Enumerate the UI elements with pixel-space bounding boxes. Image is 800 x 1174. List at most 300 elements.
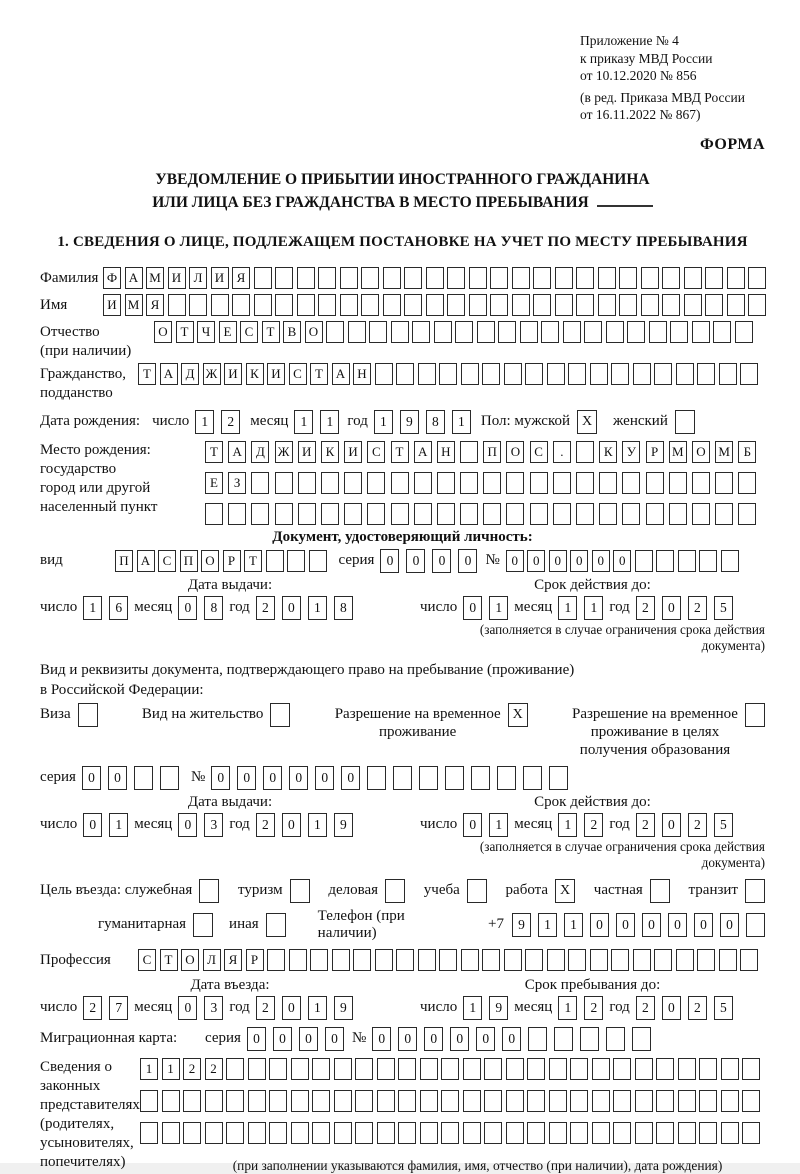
char-cell[interactable]: И — [168, 267, 186, 289]
char-cell[interactable] — [226, 1058, 244, 1080]
char-cell[interactable] — [613, 1122, 631, 1144]
char-cell[interactable] — [460, 503, 478, 525]
char-cell[interactable] — [426, 267, 444, 289]
char-cell[interactable]: 0 — [642, 913, 661, 937]
char-cell[interactable] — [611, 363, 629, 385]
char-cell[interactable] — [748, 294, 766, 316]
char-cell[interactable] — [530, 503, 548, 525]
char-cell[interactable] — [490, 267, 508, 289]
char-cell[interactable] — [692, 321, 710, 343]
char-cell[interactable] — [705, 294, 723, 316]
char-cell[interactable]: 0 — [616, 913, 635, 937]
char-cell[interactable]: 0 — [592, 550, 610, 572]
char-cell[interactable]: В — [283, 321, 301, 343]
char-cell[interactable] — [484, 1058, 502, 1080]
purpose-official-checkbox[interactable] — [199, 879, 219, 903]
char-cell[interactable]: 9 — [512, 913, 531, 937]
char-cell[interactable]: К — [246, 363, 264, 385]
char-cell[interactable] — [471, 766, 490, 790]
char-cell[interactable]: 8 — [334, 596, 353, 620]
char-cell[interactable] — [484, 1122, 502, 1144]
char-cell[interactable]: С — [158, 550, 176, 572]
char-cell[interactable]: Н — [437, 441, 455, 463]
char-cell[interactable]: М — [146, 267, 164, 289]
char-cell[interactable]: О — [181, 949, 199, 971]
char-cell[interactable]: 0 — [720, 913, 739, 937]
char-cell[interactable] — [525, 363, 543, 385]
char-cell[interactable] — [254, 294, 272, 316]
char-cell[interactable]: 2 — [688, 996, 707, 1020]
char-cell[interactable] — [269, 1090, 287, 1112]
char-cell[interactable]: И — [224, 363, 242, 385]
char-cell[interactable] — [321, 472, 339, 494]
char-cell[interactable] — [656, 1090, 674, 1112]
char-cell[interactable] — [162, 1090, 180, 1112]
char-cell[interactable] — [205, 503, 223, 525]
char-cell[interactable]: Т — [160, 949, 178, 971]
char-cell[interactable]: 2 — [83, 996, 102, 1020]
char-cell[interactable] — [312, 1090, 330, 1112]
char-cell[interactable]: У — [622, 441, 640, 463]
char-cell[interactable] — [506, 503, 524, 525]
char-cell[interactable] — [549, 766, 568, 790]
char-cell[interactable] — [504, 949, 522, 971]
char-cell[interactable] — [439, 363, 457, 385]
char-cell[interactable]: 3 — [204, 996, 223, 1020]
char-cell[interactable] — [547, 363, 565, 385]
char-cell[interactable] — [412, 321, 430, 343]
char-cell[interactable]: 0 — [282, 813, 301, 837]
char-cell[interactable] — [622, 503, 640, 525]
char-cell[interactable]: 5 — [714, 996, 733, 1020]
char-cell[interactable]: 0 — [282, 596, 301, 620]
char-cell[interactable] — [248, 1058, 266, 1080]
char-cell[interactable] — [334, 1122, 352, 1144]
char-cell[interactable]: 1 — [162, 1058, 180, 1080]
char-cell[interactable] — [398, 1058, 416, 1080]
char-cell[interactable]: О — [506, 441, 524, 463]
char-cell[interactable] — [613, 1058, 631, 1080]
char-cell[interactable] — [226, 1122, 244, 1144]
char-cell[interactable] — [738, 503, 756, 525]
char-cell[interactable] — [721, 1058, 739, 1080]
char-cell[interactable]: О — [692, 441, 710, 463]
char-cell[interactable] — [697, 949, 715, 971]
char-cell[interactable] — [715, 503, 733, 525]
char-cell[interactable] — [391, 321, 409, 343]
char-cell[interactable] — [740, 363, 758, 385]
char-cell[interactable] — [598, 294, 616, 316]
char-cell[interactable] — [684, 267, 702, 289]
purpose-other-checkbox[interactable] — [266, 913, 286, 937]
sex-female-checkbox[interactable] — [675, 410, 695, 434]
char-cell[interactable] — [375, 363, 393, 385]
char-cell[interactable] — [321, 503, 339, 525]
char-cell[interactable] — [309, 550, 327, 572]
char-cell[interactable] — [506, 1058, 524, 1080]
char-cell[interactable] — [598, 267, 616, 289]
char-cell[interactable]: 0 — [694, 913, 713, 937]
char-cell[interactable] — [570, 1090, 588, 1112]
char-cell[interactable] — [232, 294, 250, 316]
char-cell[interactable] — [297, 267, 315, 289]
char-cell[interactable] — [555, 267, 573, 289]
char-cell[interactable] — [183, 1122, 201, 1144]
char-cell[interactable]: Р — [646, 441, 664, 463]
char-cell[interactable] — [266, 550, 284, 572]
char-cell[interactable] — [646, 472, 664, 494]
char-cell[interactable]: 9 — [334, 813, 353, 837]
char-cell[interactable] — [355, 1090, 373, 1112]
char-cell[interactable] — [727, 294, 745, 316]
char-cell[interactable] — [490, 294, 508, 316]
char-cell[interactable] — [622, 472, 640, 494]
char-cell[interactable]: 0 — [463, 596, 482, 620]
char-cell[interactable] — [606, 321, 624, 343]
char-cell[interactable]: 0 — [506, 550, 524, 572]
char-cell[interactable] — [504, 363, 522, 385]
purpose-private-checkbox[interactable] — [650, 879, 670, 903]
char-cell[interactable]: 1 — [558, 813, 577, 837]
char-cell[interactable]: 0 — [315, 766, 334, 790]
char-cell[interactable] — [332, 949, 350, 971]
char-cell[interactable] — [344, 503, 362, 525]
char-cell[interactable]: Л — [203, 949, 221, 971]
char-cell[interactable]: 9 — [334, 996, 353, 1020]
char-cell[interactable] — [547, 949, 565, 971]
char-cell[interactable]: Р — [246, 949, 264, 971]
char-cell[interactable] — [678, 1058, 696, 1080]
char-cell[interactable] — [367, 766, 386, 790]
char-cell[interactable] — [134, 766, 153, 790]
char-cell[interactable] — [445, 766, 464, 790]
sex-male-checkbox[interactable]: X — [577, 410, 597, 434]
char-cell[interactable] — [506, 472, 524, 494]
char-cell[interactable]: 0 — [463, 813, 482, 837]
char-cell[interactable] — [568, 363, 586, 385]
char-cell[interactable] — [484, 1090, 502, 1112]
char-cell[interactable] — [248, 1090, 266, 1112]
char-cell[interactable]: 9 — [400, 410, 419, 434]
char-cell[interactable] — [437, 472, 455, 494]
char-cell[interactable] — [447, 267, 465, 289]
char-cell[interactable] — [291, 1122, 309, 1144]
char-cell[interactable] — [697, 363, 715, 385]
char-cell[interactable] — [619, 294, 637, 316]
char-cell[interactable] — [248, 1122, 266, 1144]
char-cell[interactable] — [533, 294, 551, 316]
char-cell[interactable] — [414, 472, 432, 494]
char-cell[interactable] — [699, 1122, 717, 1144]
char-cell[interactable] — [748, 267, 766, 289]
char-cell[interactable] — [669, 503, 687, 525]
char-cell[interactable] — [563, 321, 581, 343]
char-cell[interactable]: 0 — [263, 766, 282, 790]
char-cell[interactable]: С — [240, 321, 258, 343]
char-cell[interactable]: 2 — [256, 996, 275, 1020]
char-cell[interactable]: 2 — [688, 813, 707, 837]
char-cell[interactable] — [160, 766, 179, 790]
char-cell[interactable] — [498, 321, 516, 343]
char-cell[interactable]: К — [599, 441, 617, 463]
char-cell[interactable]: 0 — [178, 813, 197, 837]
char-cell[interactable]: П — [180, 550, 198, 572]
char-cell[interactable] — [527, 1058, 545, 1080]
char-cell[interactable] — [312, 1058, 330, 1080]
char-cell[interactable] — [483, 503, 501, 525]
char-cell[interactable]: 5 — [714, 813, 733, 837]
char-cell[interactable] — [439, 949, 457, 971]
char-cell[interactable] — [318, 267, 336, 289]
char-cell[interactable] — [398, 1090, 416, 1112]
char-cell[interactable] — [426, 294, 444, 316]
purpose-tourism-checkbox[interactable] — [290, 879, 310, 903]
char-cell[interactable]: 0 — [458, 549, 477, 573]
char-cell[interactable]: 0 — [668, 913, 687, 937]
char-cell[interactable] — [641, 267, 659, 289]
char-cell[interactable] — [740, 949, 758, 971]
char-cell[interactable] — [437, 503, 455, 525]
char-cell[interactable]: 3 — [204, 813, 223, 837]
char-cell[interactable] — [162, 1122, 180, 1144]
char-cell[interactable]: А — [160, 363, 178, 385]
char-cell[interactable] — [383, 294, 401, 316]
char-cell[interactable]: 1 — [195, 410, 214, 434]
char-cell[interactable] — [441, 1058, 459, 1080]
char-cell[interactable] — [377, 1090, 395, 1112]
char-cell[interactable] — [592, 1122, 610, 1144]
char-cell[interactable] — [699, 550, 717, 572]
char-cell[interactable] — [369, 321, 387, 343]
char-cell[interactable] — [590, 363, 608, 385]
char-cell[interactable] — [727, 267, 745, 289]
purpose-humanitarian-checkbox[interactable] — [193, 913, 213, 937]
char-cell[interactable] — [549, 1090, 567, 1112]
char-cell[interactable]: И — [344, 441, 362, 463]
char-cell[interactable] — [669, 472, 687, 494]
char-cell[interactable] — [275, 503, 293, 525]
char-cell[interactable] — [599, 472, 617, 494]
char-cell[interactable]: 5 — [714, 596, 733, 620]
char-cell[interactable] — [541, 321, 559, 343]
char-cell[interactable]: Т — [310, 363, 328, 385]
char-cell[interactable] — [662, 294, 680, 316]
char-cell[interactable] — [396, 949, 414, 971]
char-cell[interactable] — [298, 503, 316, 525]
char-cell[interactable] — [692, 472, 710, 494]
char-cell[interactable] — [348, 321, 366, 343]
char-cell[interactable]: Д — [251, 441, 269, 463]
char-cell[interactable]: А — [228, 441, 246, 463]
char-cell[interactable] — [553, 472, 571, 494]
char-cell[interactable]: 1 — [538, 913, 557, 937]
char-cell[interactable]: 0 — [450, 1027, 469, 1051]
char-cell[interactable] — [506, 1122, 524, 1144]
char-cell[interactable]: И — [298, 441, 316, 463]
char-cell[interactable]: Т — [262, 321, 280, 343]
char-cell[interactable] — [267, 949, 285, 971]
char-cell[interactable] — [678, 550, 696, 572]
char-cell[interactable]: О — [154, 321, 172, 343]
char-cell[interactable] — [418, 363, 436, 385]
char-cell[interactable]: Я — [232, 267, 250, 289]
char-cell[interactable] — [576, 267, 594, 289]
char-cell[interactable] — [613, 1090, 631, 1112]
char-cell[interactable]: 0 — [211, 766, 230, 790]
char-cell[interactable] — [654, 949, 672, 971]
char-cell[interactable] — [619, 267, 637, 289]
char-cell[interactable] — [355, 1058, 373, 1080]
char-cell[interactable]: Т — [138, 363, 156, 385]
char-cell[interactable] — [528, 1027, 547, 1051]
char-cell[interactable]: 0 — [527, 550, 545, 572]
char-cell[interactable]: 0 — [549, 550, 567, 572]
char-cell[interactable] — [715, 472, 733, 494]
char-cell[interactable] — [344, 472, 362, 494]
char-cell[interactable]: Е — [205, 472, 223, 494]
char-cell[interactable] — [393, 766, 412, 790]
char-cell[interactable] — [269, 1058, 287, 1080]
char-cell[interactable] — [419, 766, 438, 790]
char-cell[interactable] — [461, 949, 479, 971]
char-cell[interactable]: 9 — [489, 996, 508, 1020]
char-cell[interactable] — [641, 294, 659, 316]
char-cell[interactable]: 2 — [221, 410, 240, 434]
char-cell[interactable]: 2 — [183, 1058, 201, 1080]
char-cell[interactable]: 0 — [247, 1027, 266, 1051]
char-cell[interactable] — [367, 472, 385, 494]
char-cell[interactable]: 1 — [320, 410, 339, 434]
char-cell[interactable] — [460, 472, 478, 494]
char-cell[interactable] — [404, 267, 422, 289]
char-cell[interactable] — [632, 1027, 651, 1051]
char-cell[interactable]: 0 — [273, 1027, 292, 1051]
char-cell[interactable] — [463, 1090, 481, 1112]
char-cell[interactable]: 1 — [294, 410, 313, 434]
char-cell[interactable] — [275, 267, 293, 289]
char-cell[interactable] — [592, 1090, 610, 1112]
char-cell[interactable] — [497, 766, 516, 790]
char-cell[interactable] — [611, 949, 629, 971]
char-cell[interactable] — [383, 267, 401, 289]
char-cell[interactable] — [656, 1058, 674, 1080]
char-cell[interactable]: О — [305, 321, 323, 343]
char-cell[interactable] — [670, 321, 688, 343]
char-cell[interactable] — [576, 294, 594, 316]
char-cell[interactable]: 0 — [178, 596, 197, 620]
char-cell[interactable] — [291, 1090, 309, 1112]
char-cell[interactable]: А — [137, 550, 155, 572]
char-cell[interactable] — [635, 1122, 653, 1144]
char-cell[interactable] — [633, 949, 651, 971]
char-cell[interactable]: 0 — [108, 766, 127, 790]
char-cell[interactable] — [592, 1058, 610, 1080]
char-cell[interactable]: С — [530, 441, 548, 463]
char-cell[interactable]: 0 — [424, 1027, 443, 1051]
char-cell[interactable] — [555, 294, 573, 316]
char-cell[interactable] — [656, 550, 674, 572]
char-cell[interactable]: 0 — [82, 766, 101, 790]
char-cell[interactable] — [635, 1090, 653, 1112]
char-cell[interactable] — [512, 267, 530, 289]
char-cell[interactable]: 0 — [380, 549, 399, 573]
char-cell[interactable] — [635, 1058, 653, 1080]
char-cell[interactable] — [580, 1027, 599, 1051]
char-cell[interactable] — [627, 321, 645, 343]
char-cell[interactable] — [361, 267, 379, 289]
char-cell[interactable]: 0 — [476, 1027, 495, 1051]
char-cell[interactable]: Б — [738, 441, 756, 463]
char-cell[interactable]: 0 — [590, 913, 609, 937]
char-cell[interactable] — [654, 363, 672, 385]
char-cell[interactable]: Ф — [103, 267, 121, 289]
char-cell[interactable] — [396, 363, 414, 385]
char-cell[interactable]: И — [267, 363, 285, 385]
char-cell[interactable]: А — [125, 267, 143, 289]
char-cell[interactable] — [678, 1122, 696, 1144]
char-cell[interactable]: И — [103, 294, 121, 316]
char-cell[interactable] — [460, 441, 478, 463]
char-cell[interactable] — [482, 949, 500, 971]
char-cell[interactable] — [297, 294, 315, 316]
char-cell[interactable]: 0 — [325, 1027, 344, 1051]
char-cell[interactable] — [719, 363, 737, 385]
char-cell[interactable]: 1 — [308, 596, 327, 620]
temp-residence-checkbox[interactable]: X — [508, 703, 528, 727]
char-cell[interactable] — [527, 1090, 545, 1112]
char-cell[interactable]: 0 — [282, 996, 301, 1020]
char-cell[interactable]: К — [321, 441, 339, 463]
char-cell[interactable]: 0 — [502, 1027, 521, 1051]
char-cell[interactable]: 0 — [662, 996, 681, 1020]
char-cell[interactable] — [398, 1122, 416, 1144]
char-cell[interactable] — [584, 321, 602, 343]
char-cell[interactable]: 7 — [109, 996, 128, 1020]
char-cell[interactable] — [434, 321, 452, 343]
char-cell[interactable] — [678, 1090, 696, 1112]
char-cell[interactable]: Р — [223, 550, 241, 572]
char-cell[interactable] — [326, 321, 344, 343]
char-cell[interactable] — [746, 913, 765, 937]
char-cell[interactable] — [649, 321, 667, 343]
char-cell[interactable]: 1 — [564, 913, 583, 937]
char-cell[interactable] — [738, 472, 756, 494]
char-cell[interactable] — [656, 1122, 674, 1144]
char-cell[interactable] — [334, 1090, 352, 1112]
char-cell[interactable]: 1 — [463, 996, 482, 1020]
char-cell[interactable]: Е — [219, 321, 237, 343]
char-cell[interactable]: 0 — [83, 813, 102, 837]
char-cell[interactable]: 1 — [489, 813, 508, 837]
char-cell[interactable]: М — [715, 441, 733, 463]
char-cell[interactable]: 0 — [570, 550, 588, 572]
char-cell[interactable]: О — [201, 550, 219, 572]
char-cell[interactable]: 1 — [558, 596, 577, 620]
char-cell[interactable]: 2 — [256, 813, 275, 837]
char-cell[interactable] — [287, 550, 305, 572]
char-cell[interactable] — [140, 1090, 158, 1112]
char-cell[interactable]: 2 — [688, 596, 707, 620]
char-cell[interactable]: М — [125, 294, 143, 316]
char-cell[interactable]: 6 — [109, 596, 128, 620]
char-cell[interactable]: . — [553, 441, 571, 463]
char-cell[interactable] — [570, 1058, 588, 1080]
char-cell[interactable]: С — [289, 363, 307, 385]
char-cell[interactable] — [662, 267, 680, 289]
char-cell[interactable] — [298, 472, 316, 494]
char-cell[interactable]: 2 — [205, 1058, 223, 1080]
char-cell[interactable]: Ж — [203, 363, 221, 385]
